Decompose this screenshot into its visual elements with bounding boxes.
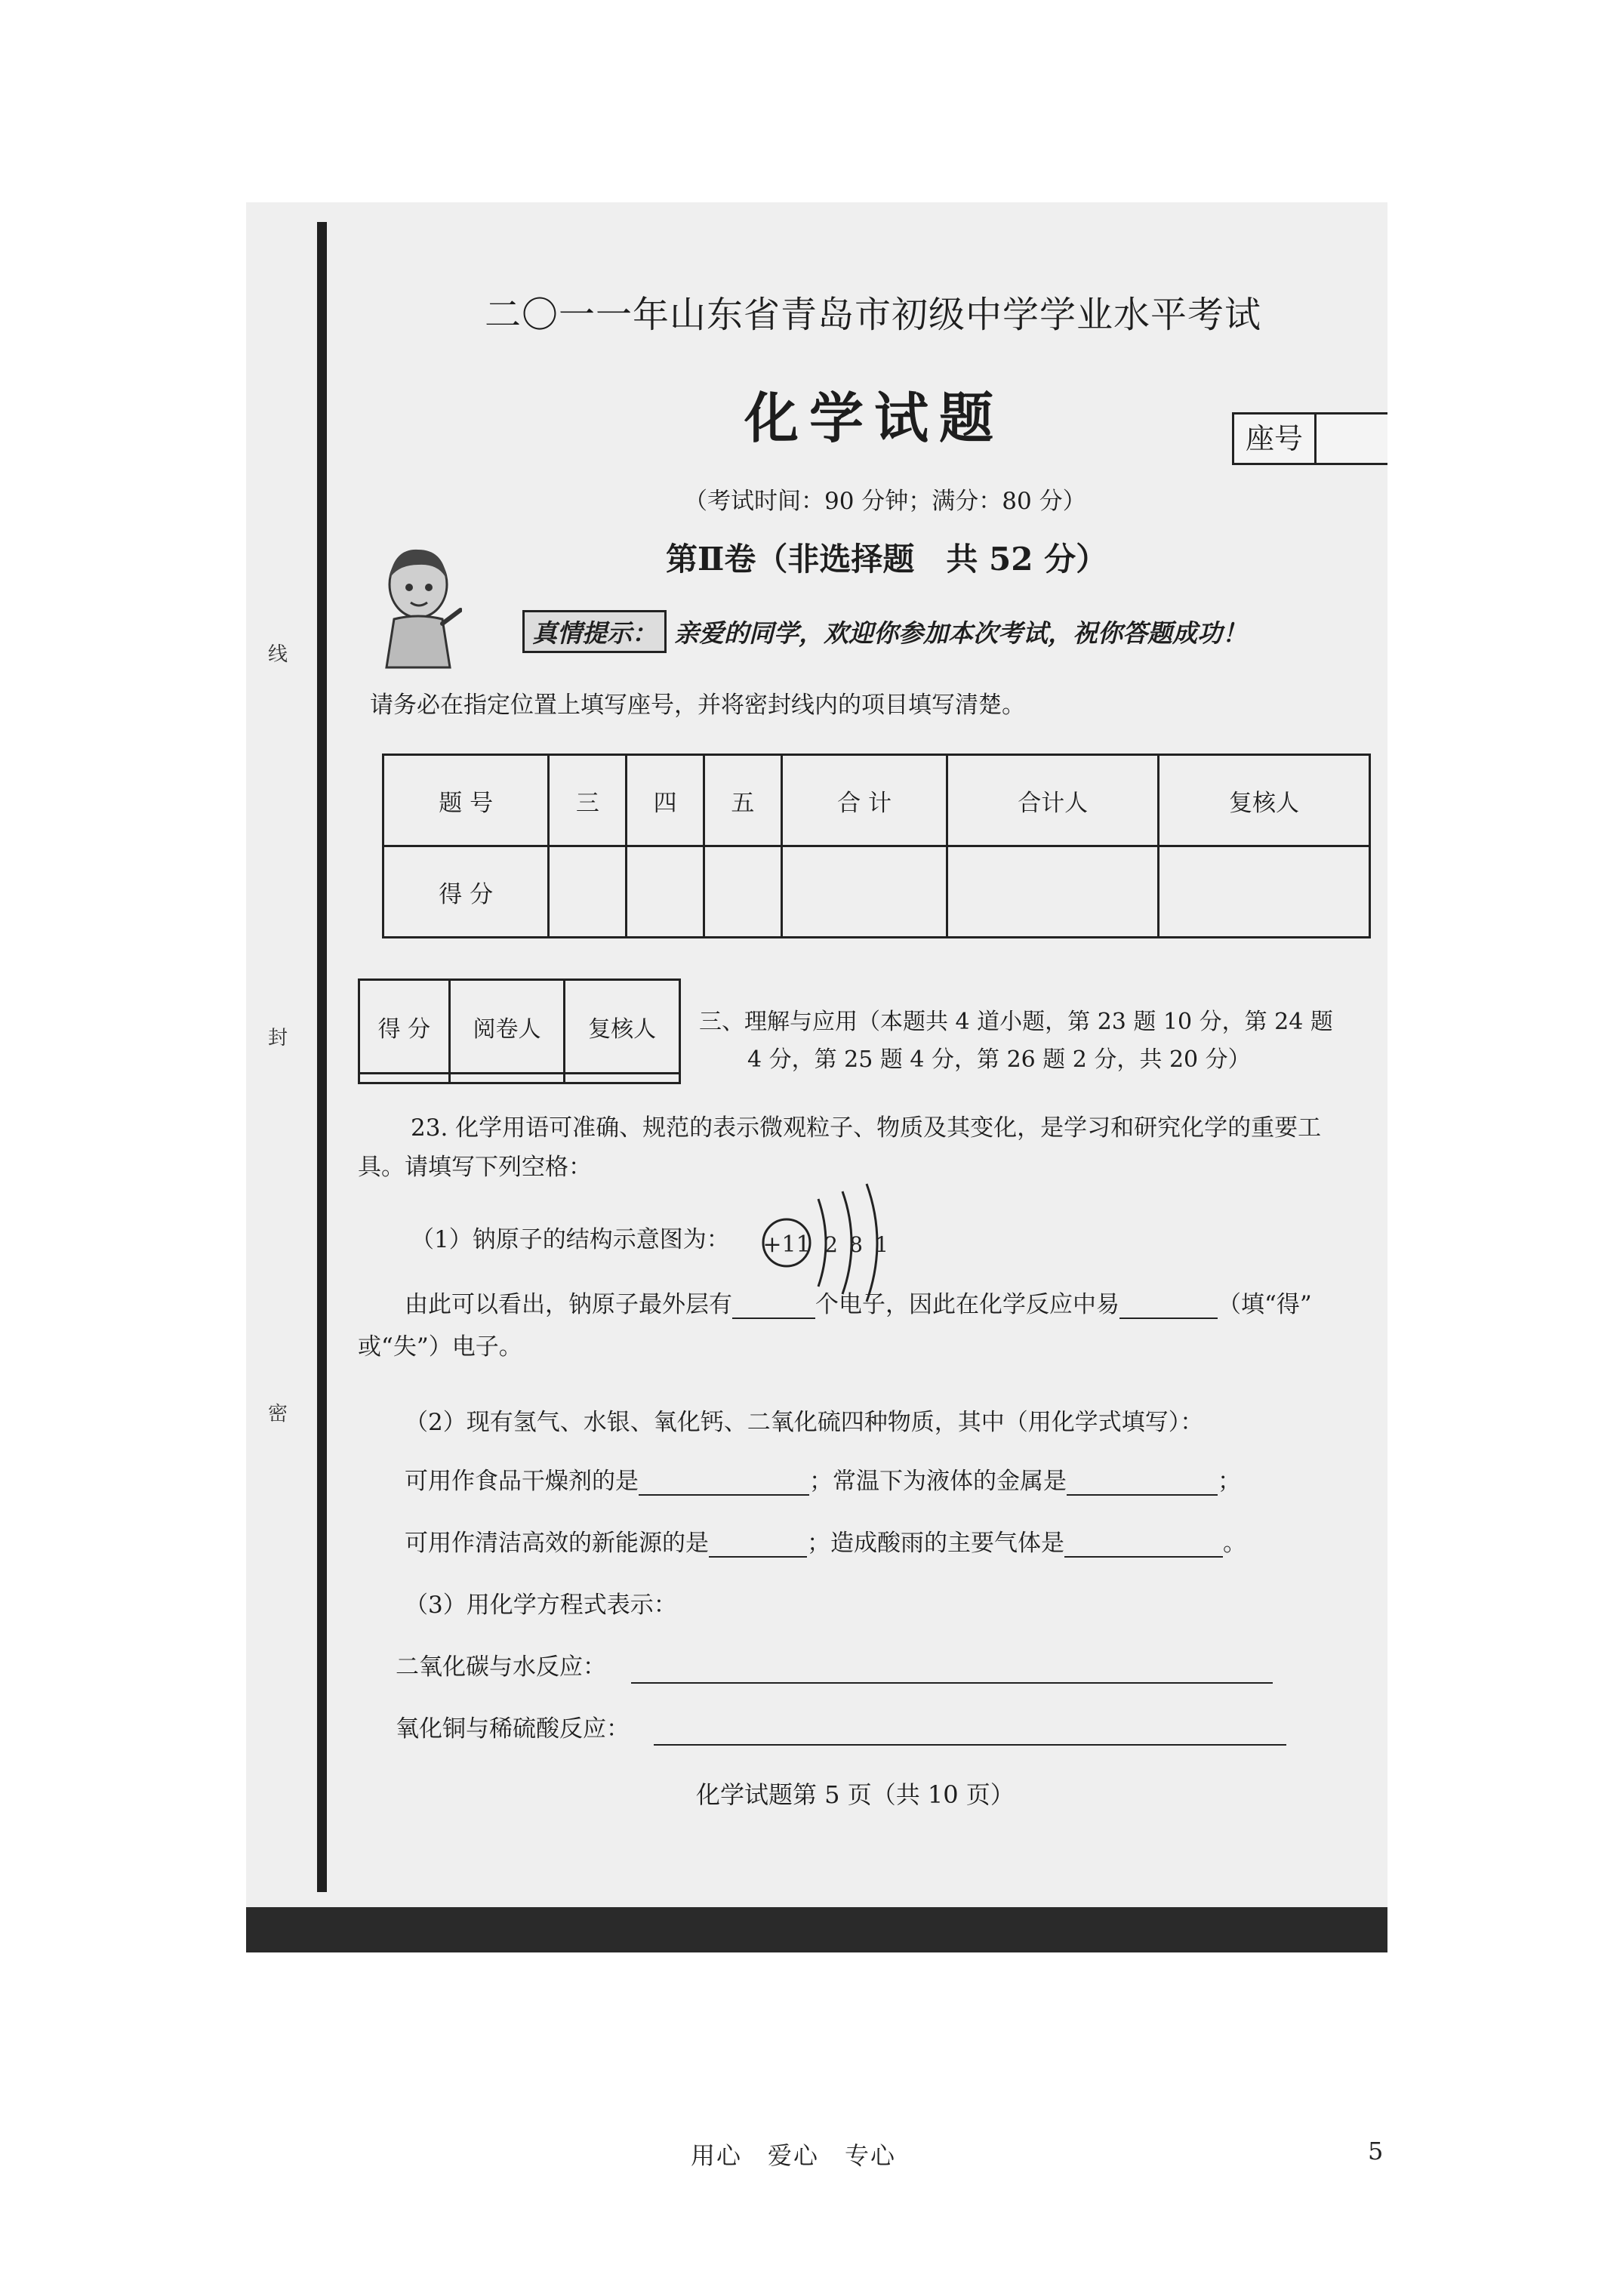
instruction-text: 请务必在指定位置上填写座号，并将密封线内的项目填写清楚。: [370, 692, 1025, 719]
table-row: [359, 980, 680, 1074]
q23-part2-row1: [405, 1462, 1241, 1496]
score-cell[interactable]: [627, 846, 704, 938]
q23-part2-d-end: 。: [1223, 1530, 1246, 1557]
header-cell-totaler: 合计人: [947, 755, 1159, 846]
q23-part1-text-d: 或“失”）电子。: [358, 1333, 522, 1361]
header-cell-question-no: 题 号: [383, 755, 549, 846]
section-score-table: [358, 978, 681, 1084]
q23-part2-b: ；常温下为液体的金属是: [809, 1468, 1067, 1495]
answer-blank-acid-rain-gas[interactable]: [1064, 1532, 1223, 1558]
q23-part1-text-c: （填“得”: [1218, 1291, 1312, 1318]
exam-info: （考试时间：90 分钟；满分：80 分）: [684, 488, 1086, 515]
q23-intro-line2: 具。请填写下列空格：: [358, 1154, 592, 1181]
answer-blank-desiccant[interactable]: [639, 1470, 809, 1496]
score-row-label: 得 分: [383, 846, 549, 938]
score-cell[interactable]: [449, 1074, 565, 1083]
tip-text: 亲爱的同学，欢迎你参加本次考试，祝你答题成功！: [674, 618, 1247, 648]
answer-blank-gain-lose[interactable]: [1119, 1293, 1218, 1319]
header-cell-grader: 阅卷人: [449, 980, 565, 1074]
seal-margin-line: [317, 222, 327, 1892]
answer-line-co2-water[interactable]: [631, 1682, 1273, 1684]
q23-part3-a: 二氧化碳与水反应：: [396, 1653, 606, 1681]
q23-part2-a: 可用作食品干燥剂的是: [405, 1468, 639, 1495]
table-row: [383, 846, 1370, 938]
seat-number-label: 座号: [1234, 415, 1317, 463]
header-cell-three: 三: [549, 755, 627, 846]
exam-title: 二〇一一年山东省青岛市初级中学学业水平考试: [485, 294, 1262, 336]
atom-shell-1: 2: [824, 1232, 838, 1257]
seat-number-box[interactable]: [1232, 412, 1387, 465]
q23-part1-text-a: 由此可以看出，钠原子最外层有: [405, 1291, 732, 1318]
atom-nucleus-label: +11: [762, 1231, 811, 1258]
header-cell-reviewer: 复核人: [1159, 755, 1370, 846]
atom-shell-3: 1: [875, 1232, 888, 1257]
header-cell-four: 四: [627, 755, 704, 846]
answer-blank-liquid-metal[interactable]: [1067, 1470, 1218, 1496]
q23-part2-d: ；造成酸雨的主要气体是: [807, 1530, 1064, 1557]
score-summary-table: [382, 754, 1371, 938]
score-cell[interactable]: [781, 846, 947, 938]
q23-intro-line1: 23. 化学用语可准确、规范的表示微观粒子、物质及其变化，是学习和研究化学的重要工: [411, 1114, 1322, 1142]
header-cell-score: 得 分: [359, 980, 450, 1074]
q23-part2-b-end: ；: [1218, 1468, 1241, 1495]
q23-part3-intro: （3）用化学方程式表示：: [405, 1592, 677, 1619]
answer-line-cuo-h2so4[interactable]: [654, 1744, 1286, 1746]
section3-title-line2: 4 分，第 25 题 4 分，第 26 题 2 分，共 20 分）: [747, 1046, 1251, 1073]
exam-subtitle: 化学试题: [744, 386, 1005, 450]
q23-part3-b: 氧化铜与稀硫酸反应：: [396, 1715, 630, 1743]
q23-part2-c: 可用作清洁高效的新能源的是: [405, 1530, 709, 1557]
score-cell[interactable]: [1159, 846, 1370, 938]
seal-char-secret: 密: [267, 1403, 288, 1425]
q23-part2-intro: （2）现有氢气、水银、氧化钙、二氧化硫四种物质，其中（用化学式填写）：: [405, 1409, 1204, 1436]
scanned-exam-page: [246, 202, 1387, 1952]
student-cartoon-icon: [371, 541, 462, 669]
page-number: 5: [1368, 2137, 1384, 2165]
tip-row: [522, 610, 1247, 653]
seal-char-seal: 封: [267, 1027, 288, 1049]
q23-part1-text-b: 个电子，因此在化学反应中易: [815, 1291, 1119, 1318]
section3-title: 三、理解与应用（本题共 4 道小题，第 23 题 10 分，第 24 题: [699, 1009, 1333, 1035]
seal-char-line: 线: [267, 643, 288, 666]
table-row: [359, 1074, 680, 1083]
bottom-slogan: 用心 爱心 专心: [691, 2141, 897, 2170]
score-cell[interactable]: [549, 846, 627, 938]
q23-part2-row2: [405, 1524, 1246, 1558]
score-cell[interactable]: [704, 846, 782, 938]
header-cell-reviewer: 复核人: [565, 980, 680, 1074]
answer-blank-clean-energy[interactable]: [709, 1532, 807, 1558]
q23-part1-text: [405, 1285, 1312, 1319]
score-cell[interactable]: [947, 846, 1159, 938]
scan-bottom-edge: [246, 1907, 1387, 1952]
table-row: [383, 755, 1370, 846]
score-cell[interactable]: [359, 1074, 450, 1083]
q23-part1-label: （1）钠原子的结构示意图为：: [411, 1226, 730, 1253]
page-footer: 化学试题第 5 页（共 10 页）: [696, 1780, 1015, 1809]
tip-label: 真情提示：: [522, 610, 667, 653]
score-cell[interactable]: [565, 1074, 680, 1083]
atom-shell-2: 8: [849, 1232, 863, 1257]
header-cell-five: 五: [704, 755, 782, 846]
answer-blank-outer-electrons[interactable]: [732, 1293, 815, 1319]
header-cell-total: 合 计: [781, 755, 947, 846]
section-title: 第Ⅱ卷（非选择题 共 52 分）: [666, 541, 1108, 578]
